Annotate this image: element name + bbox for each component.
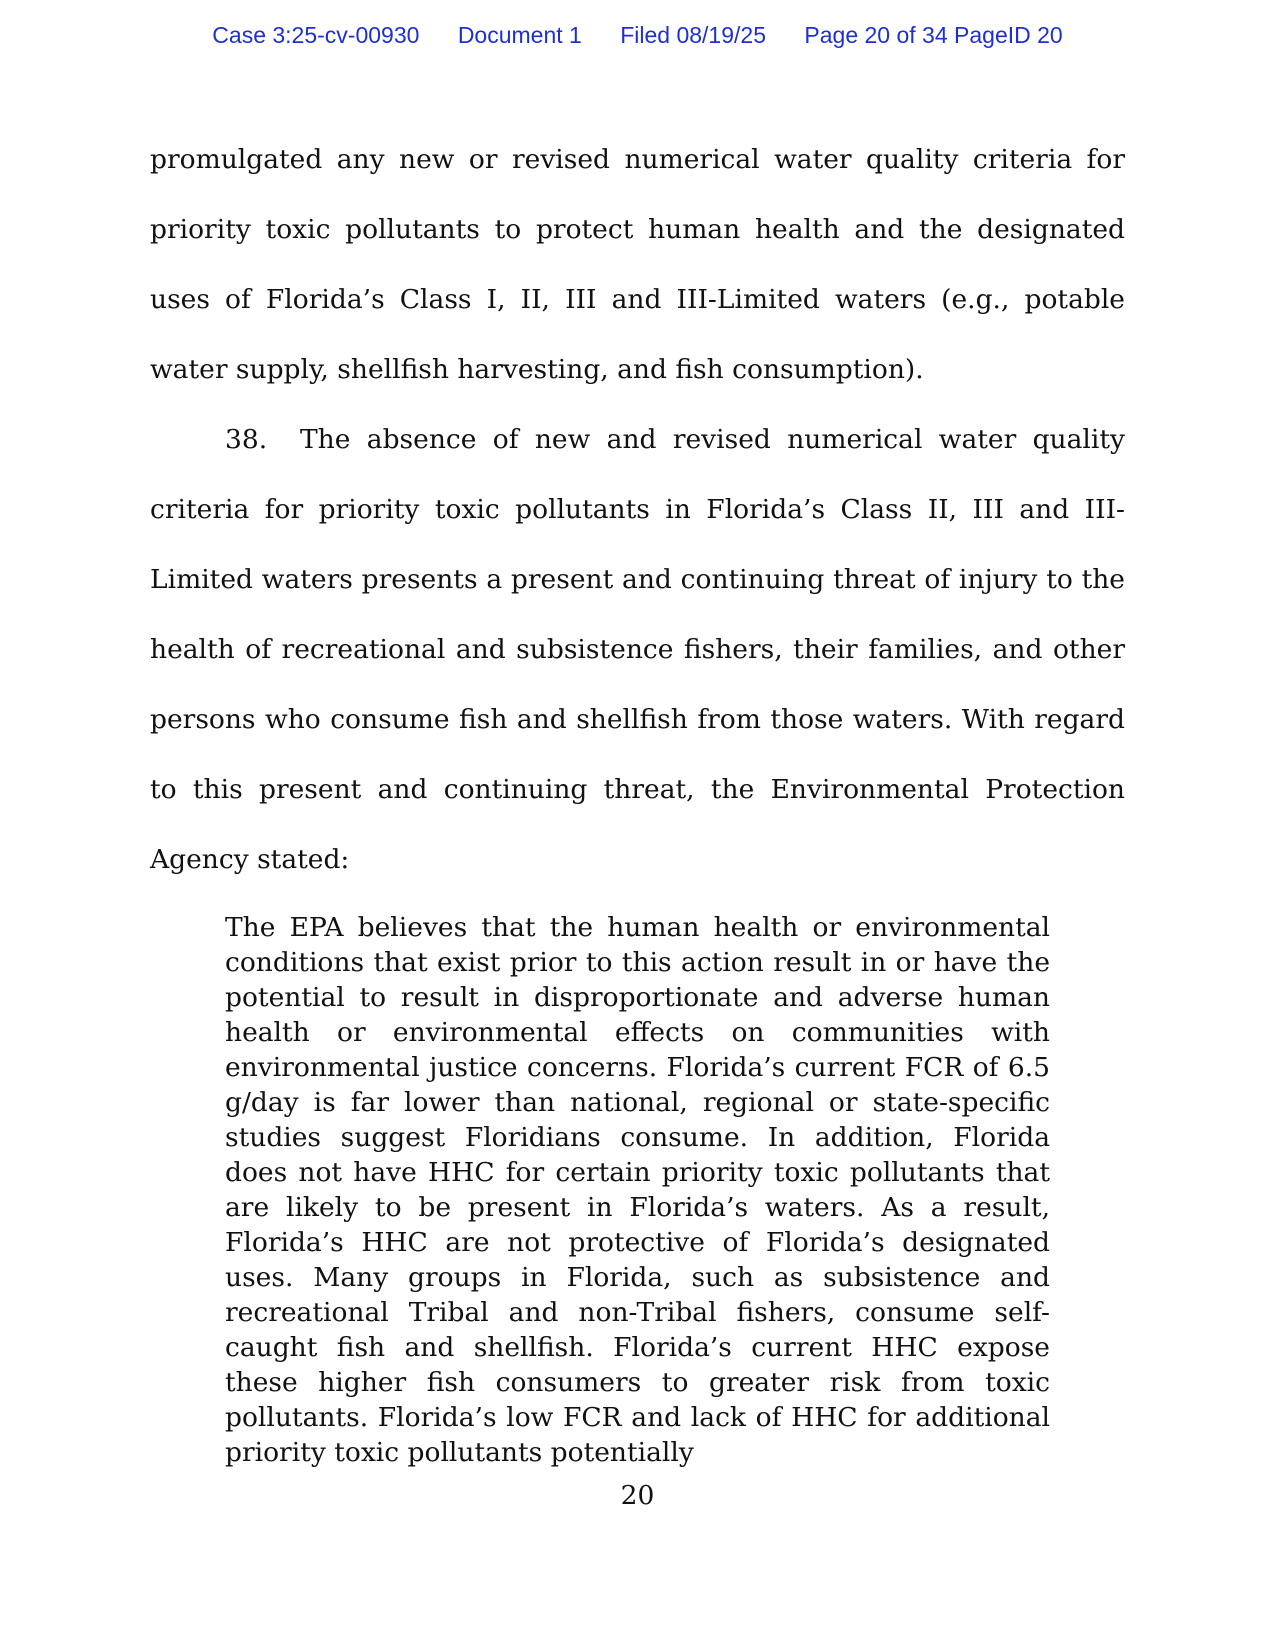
- case-number: Case 3:25-cv-00930: [212, 22, 420, 48]
- court-filing-header: [0, 22, 1275, 49]
- paragraph-number: 38.: [225, 424, 268, 455]
- paragraph-38-text: The absence of new and revised numerical water quality criteria for priority toxic pollutants in Florida’s Class II, III and III-Limited waters presents a present and continuing threat of injury to the health of recreational and subsistence fishers, their families, and other persons who consume fish and shellfish from those waters. With regard to this present and continuing threat, the Environmental Protection Agency stated:: [150, 424, 1125, 875]
- epa-block-quote: The EPA believes that the human health or environmental conditions that exist prior to this action result in or have the potential to result in disproportionate and adverse human health or environmental effects on communities with environmental justice concerns. Florida’s current FCR of 6.5 g/day is far lower than national, regional or state-specific studies suggest Floridians consume. In addition, Florida does not have HHC for certain priority toxic pollutants that are likely to be present in Florida’s waters. As a result, Florida’s HHC are not protective of Florida’s designated uses. Many groups in Florida, such as subsistence and recreational Tribal and non-Tribal fishers, consume self-caught fish and shellfish. Florida’s current HHC expose these higher fish consumers to greater risk from toxic pollutants. Florida’s low FCR and lack of HHC for additional priority toxic pollutants potentially: [225, 912, 1050, 1468]
- continuation-paragraph: promulgated any new or revised numerical water quality criteria for priority toxic pollutants to protect human health and the designated uses of Florida’s Class I, II, III and III-Limited waters (e.g., potable water supply, shellfish harvesting, and fish consumption).: [150, 144, 1125, 385]
- page-id: Page 20 of 34 PageID 20: [804, 22, 1063, 48]
- page-number: 20: [620, 1480, 655, 1511]
- filed-date: Filed 08/19/25: [620, 22, 766, 48]
- paragraph-38: [150, 405, 1125, 895]
- document-number: Document 1: [457, 22, 582, 48]
